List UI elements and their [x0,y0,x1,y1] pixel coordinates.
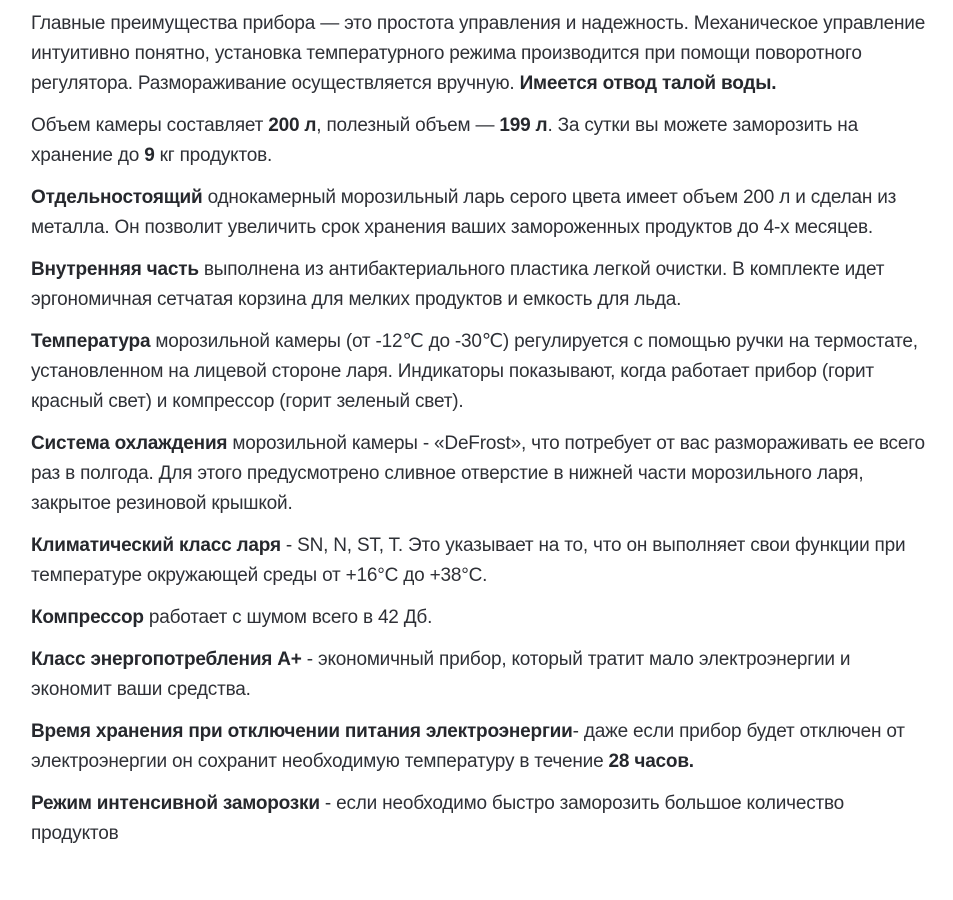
body-text: - SN, N, ST, T. Это указывает на то, что он выполняет свои функции при температуре окружающей среды от +16°С до +38°С. [31,535,906,586]
bold-text: Имеется отвод талой воды. [519,73,777,94]
body-text: выполнена из антибактериального пластика легкой очистки. В комплекте идет эргономичная сетчатая корзина для мелких продуктов и емкость для льда. [31,259,885,310]
body-text: - если необходимо быстро заморозить большое количество продуктов [31,793,845,844]
description-paragraph [31,327,933,417]
bold-text: Температура [31,331,151,352]
bold-text: Климатический класс ларя [31,535,281,556]
body-text: , полезный объем — [316,115,500,136]
body-text: . За сутки вы можете заморозить на хранение до [31,115,858,166]
description-paragraph [31,111,933,171]
body-text: - даже если прибор будет отключен от электроэнергии он сохранит необходимую температуру в течение [31,721,905,772]
description-paragraph [31,255,933,315]
bold-text: 9 [144,145,155,166]
description-paragraph [31,531,933,591]
bold-text: 200 л [268,115,317,136]
body-text: кг продуктов. [154,145,273,166]
description-paragraph [31,183,933,243]
description-paragraph [31,9,933,99]
description-paragraph [31,603,933,633]
bold-text: Система охлаждения [31,433,228,454]
body-text: Главные преимущества прибора — это простота управления и надежность. Механическое управление интуитивно понятно, установка температурного режима производится при помощи поворотного регулятора. Размораживание осуществляется вручную. [31,13,926,94]
body-text: работает с шумом всего в 42 Дб. [143,607,433,628]
description-paragraph [31,717,933,777]
bold-text: Режим интенсивной заморозки [31,793,320,814]
bold-text: Класс энергопотребления А+ [31,649,302,670]
description-paragraph [31,429,933,519]
bold-text: 28 часов. [608,751,694,772]
body-text: морозильной камеры - «DeFrost», что потребует от вас размораживать ее всего раз в полгода. Для этого предусмотрено сливное отверстие в нижней части морозильного ларя, закрытое резиновой крышкой. [31,433,925,514]
description-paragraph [31,645,933,705]
body-text: морозильной камеры (от -12℃ до -30℃) регулируется с помощью ручки на термостате, установленном на лицевой стороне ларя. Индикаторы показывают, когда работает прибор (горит красный свет) и компрессор (горит зеленый свет). [31,331,918,412]
bold-text: Время хранения при отключении питания электроэнергии [31,721,573,742]
bold-text: Компрессор [31,607,144,628]
bold-text: 199 л [499,115,548,136]
bold-text: Отдельностоящий [31,187,203,208]
body-text: - экономичный прибор, который тратит мало электроэнергии и экономит ваши средства. [31,649,851,700]
body-text: Объем камеры составляет [31,115,269,136]
bold-text: Внутренняя часть [31,259,199,280]
description-paragraph [31,789,933,849]
body-text: однокамерный морозильный ларь серого цвета имеет объем 200 л и сделан из металла. Он позволит увеличить срок хранения ваших замороженных продуктов до 4-х месяцев. [31,187,897,238]
